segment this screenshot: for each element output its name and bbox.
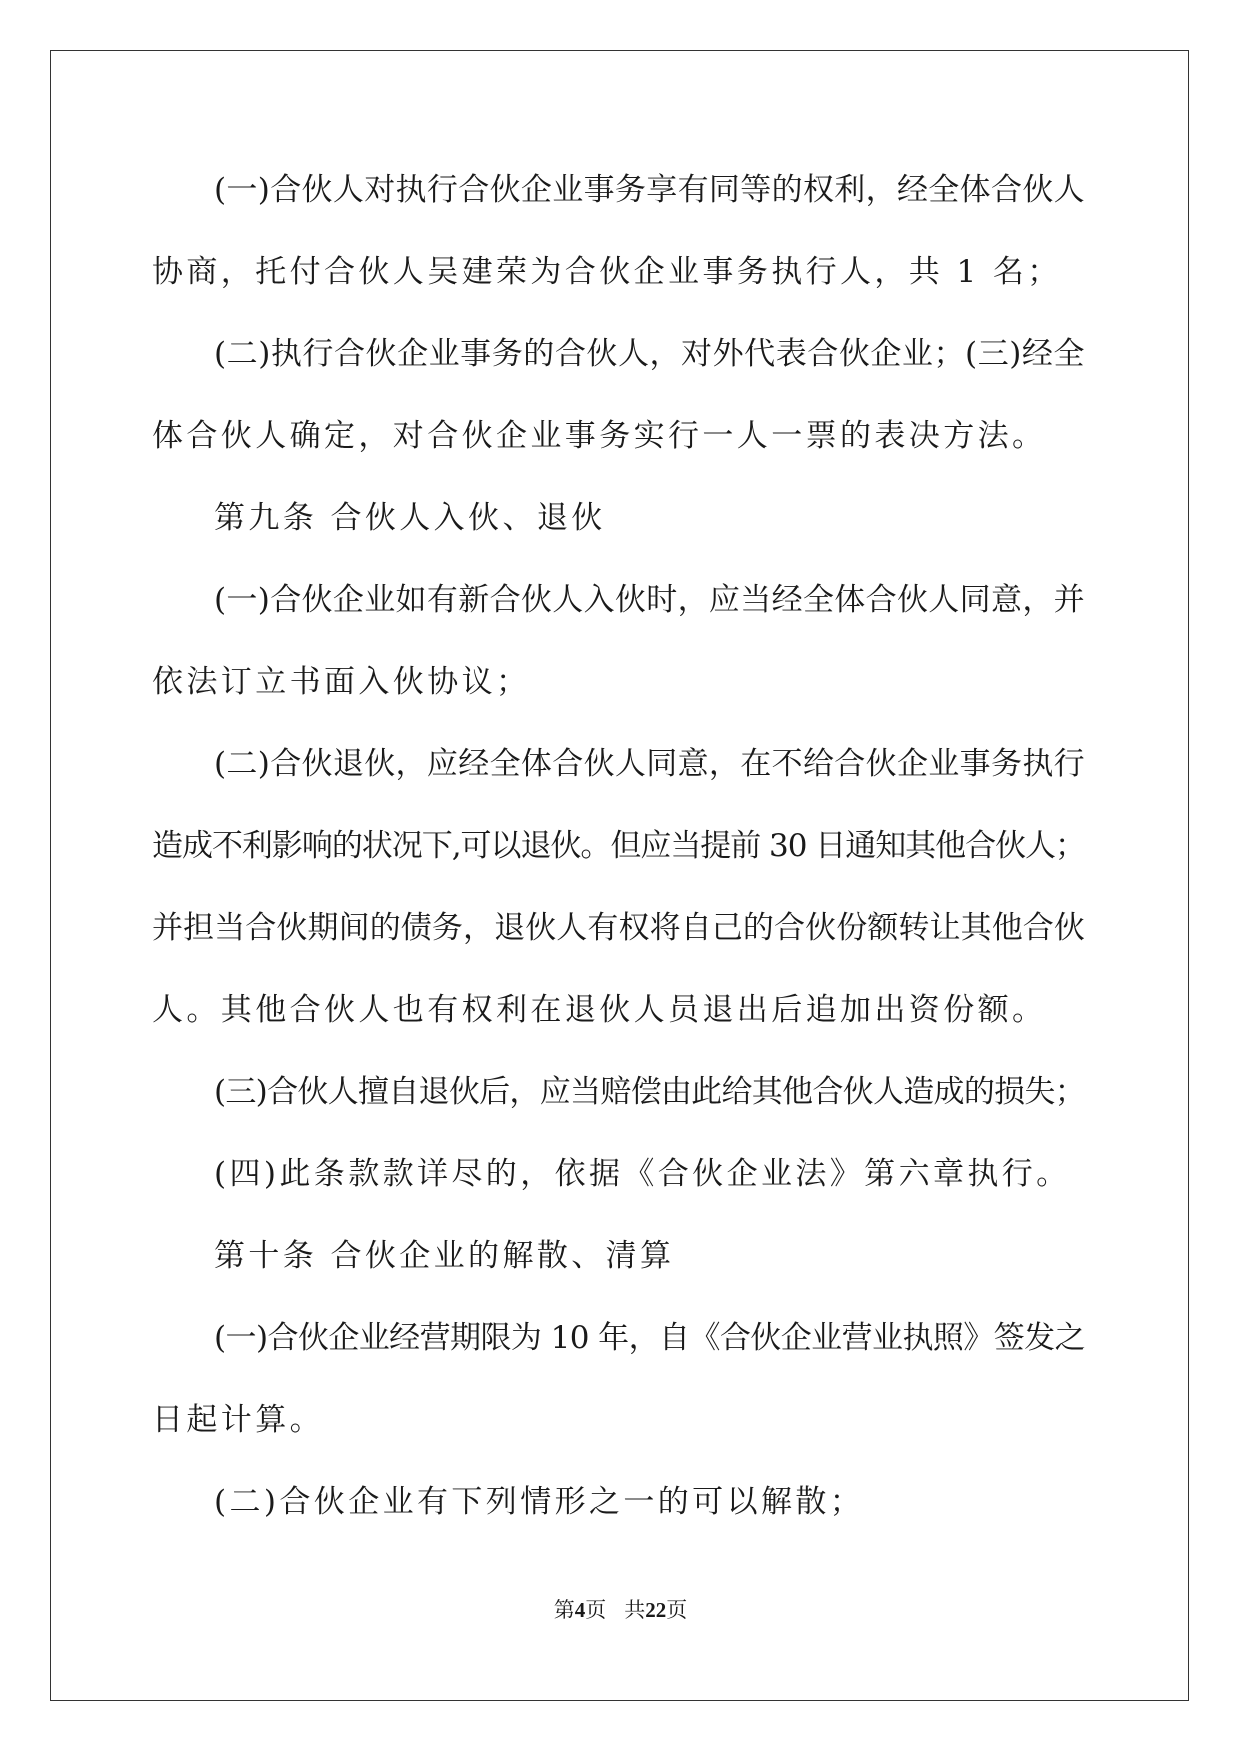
section-heading: 第十条 合伙企业的解散、清算: [214, 1238, 675, 1274]
paragraph-line: (二)合伙退伙，应经全体合伙人同意，在不给合伙企业事务执行: [214, 746, 1085, 782]
total-prefix: 共: [624, 1598, 646, 1622]
paragraph-line: 造成不利影响的状况下,可以退伙。但应当提前 30 日通知其他合伙人；: [152, 828, 1085, 864]
paragraph-line: (三)合伙人擅自退伙后，应当赔偿由此给其他合伙人造成的损失；: [214, 1074, 1085, 1110]
paragraph-line: 依法订立书面入伙协议；: [152, 664, 531, 700]
page-suffix: 页: [585, 1598, 607, 1622]
page-footer: [0, 1596, 1241, 1624]
paragraph-line: 人。其他合伙人也有权利在退伙人员退出后追加出资份额。: [152, 992, 1047, 1028]
paragraph-line: 体合伙人确定，对合伙企业事务实行一人一票的表决方法。: [152, 418, 1047, 454]
paragraph-line: 并担当合伙期间的债务，退伙人有权将自己的合伙份额转让其他合伙: [152, 910, 1085, 946]
page-number: 4: [574, 1598, 586, 1622]
paragraph-line: (二)执行合伙企业事务的合伙人，对外代表合伙企业；(三)经全: [214, 336, 1085, 372]
page-border: [50, 50, 1189, 1701]
paragraph-line: (一)合伙人对执行合伙企业事务享有同等的权利，经全体合伙人: [214, 172, 1085, 208]
section-heading: 第九条 合伙人入伙、退伙: [214, 500, 606, 536]
paragraph-line: (二)合伙企业有下列情形之一的可以解散；: [214, 1484, 865, 1520]
page-prefix: 第: [553, 1598, 575, 1622]
paragraph-line: (四)此条款款详尽的，依据《合伙企业法》第六章执行。: [214, 1156, 1071, 1192]
paragraph-line: 协商，托付合伙人吴建荣为合伙企业事务执行人，共 1 名；: [152, 254, 1062, 290]
total-suffix: 页: [666, 1598, 688, 1622]
paragraph-line: 日起计算。: [152, 1402, 324, 1438]
total-pages: 22: [645, 1598, 667, 1622]
paragraph-line: (一)合伙企业如有新合伙人入伙时，应当经全体合伙人同意，并: [214, 582, 1085, 618]
paragraph-line: (一)合伙企业经营期限为 10 年，自《合伙企业营业执照》签发之: [214, 1320, 1085, 1356]
